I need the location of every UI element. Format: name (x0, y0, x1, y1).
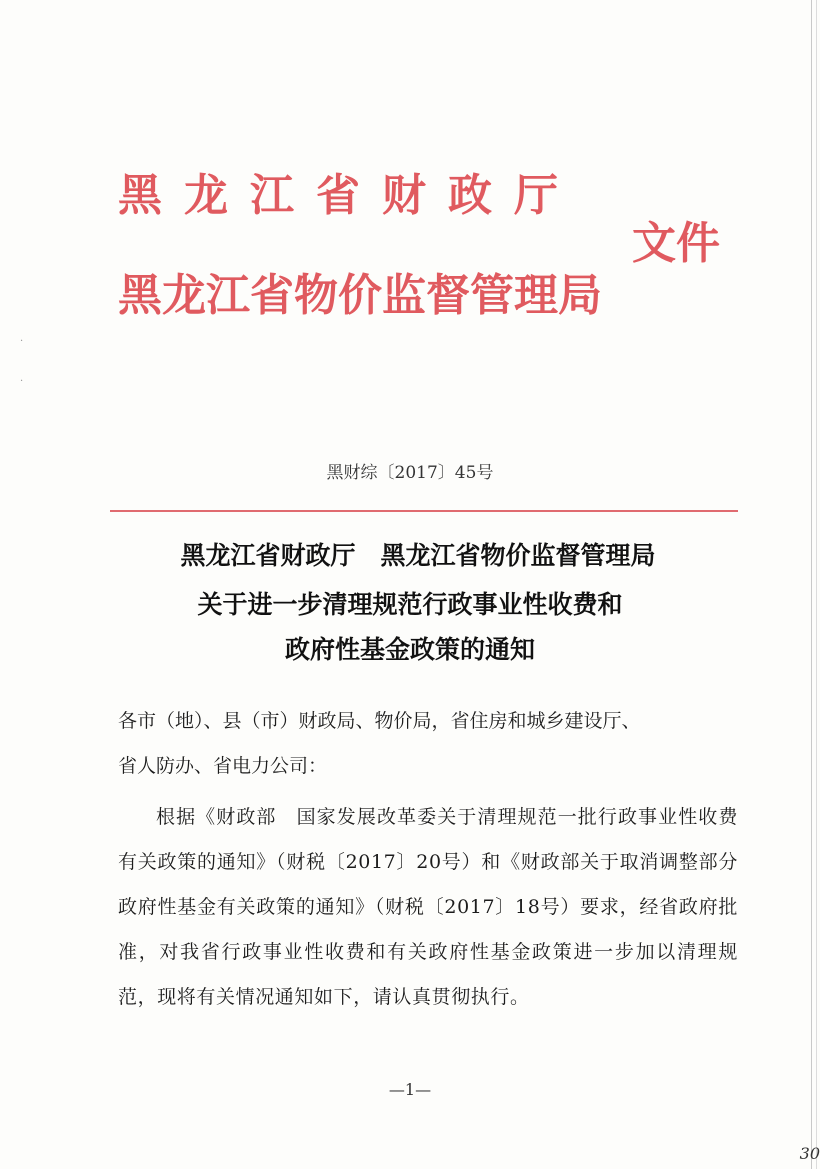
masthead-suffix: 文件 (632, 218, 720, 269)
heading-line-3: 政府性基金政策的通知 (284, 635, 535, 664)
heading-line-2: 关于进一步清理规范行政事业性收费和 (197, 590, 623, 619)
scan-edge-line-2 (816, 0, 817, 1169)
handwritten-corner-mark: 30 (799, 1144, 820, 1163)
page-number: —1— (388, 1080, 432, 1099)
document-number: 黑财综〔2017〕45号 (326, 463, 494, 483)
red-separator-rule (110, 510, 738, 512)
scan-edge-line (811, 0, 812, 1169)
heading-line-1: 黑龙江省财政厅 黑龙江省物价监督管理局 (180, 541, 656, 570)
scan-speck: · (20, 336, 24, 347)
addressee-line-2: 省人防办、省电力公司： (118, 755, 328, 777)
masthead-line-finance-dept: 黑龙江省财政厅 (118, 170, 580, 221)
masthead-line-price-bureau: 黑龙江省物价监督管理局 (118, 270, 602, 321)
body-paragraph: 根据《财政部 国家发展改革委关于清理规范一批行政事业性收费有关政策的通知》（财税〔2017〕20号）和《财政部关于取消调整部分政府性基金有关政策的通知》（财税〔2017〕18号）要求，经省政府批准，对我省行政事业性收费和有关政府性基金政策进一步加以清理规范，现将有关情况通知如下，请认真贯彻执行。 (118, 806, 738, 1008)
addressee-line-1: 各市（地）、县（市）财政局、物价局，省住房和城乡建设厅、 (118, 710, 641, 732)
scan-speck: · (20, 376, 24, 387)
